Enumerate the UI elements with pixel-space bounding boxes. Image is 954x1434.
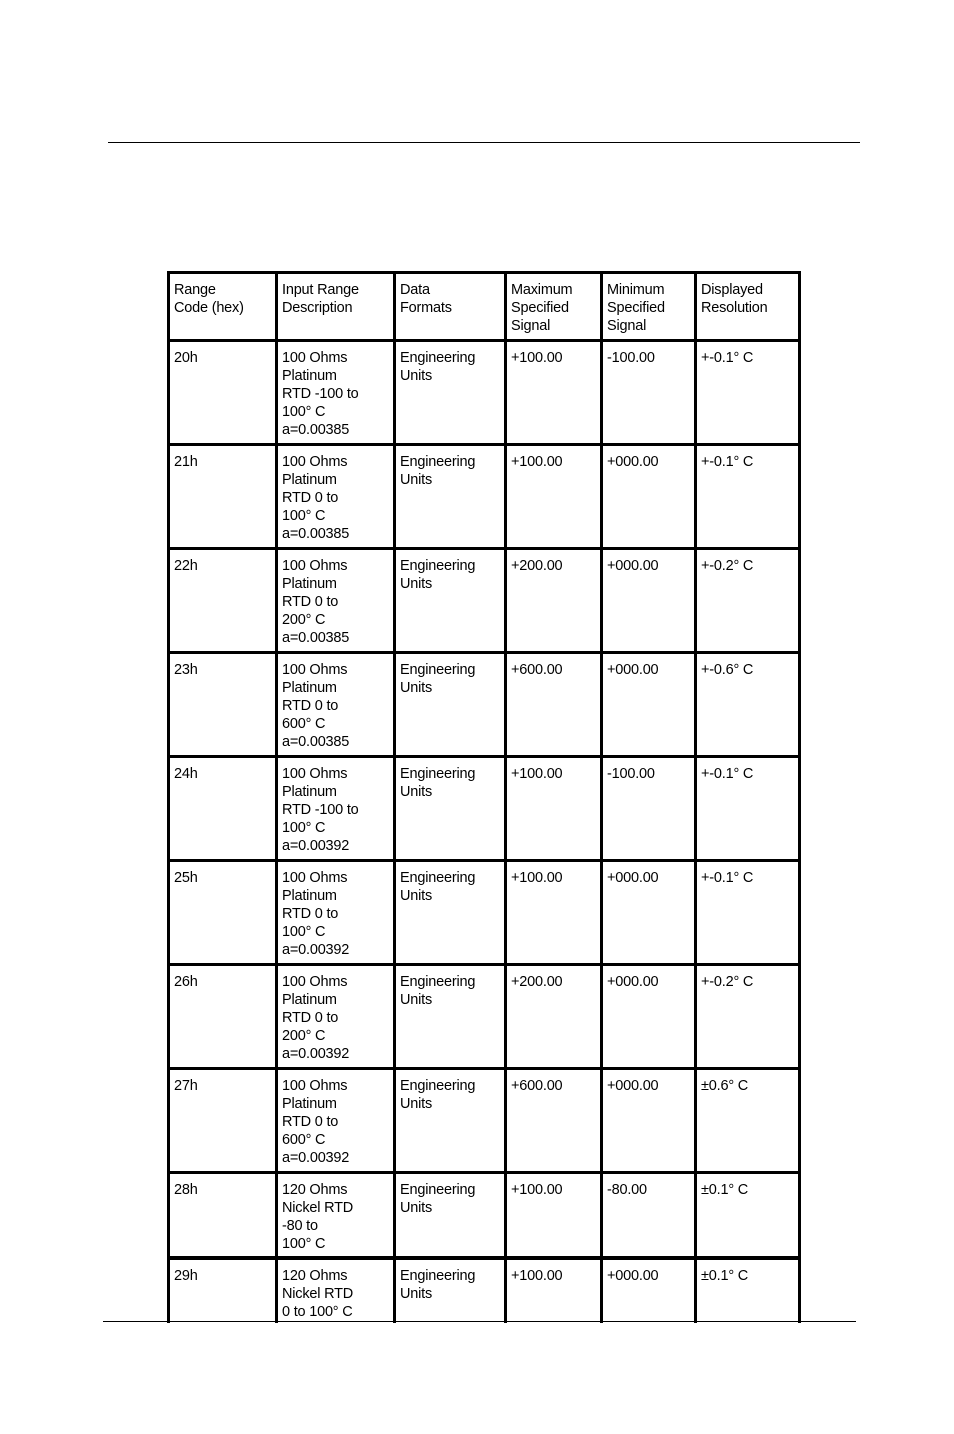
- header-rule: [108, 142, 860, 143]
- cell-input-range-description: 120 Ohms Nickel RTD 0 to 100° C: [277, 1258, 395, 1323]
- cell-maximum-signal: +100.00: [506, 757, 602, 861]
- cell-displayed-resolution: +-0.1° C: [696, 757, 800, 861]
- cell-maximum-signal: +600.00: [506, 653, 602, 757]
- cell-input-range-description: 100 Ohms Platinum RTD 0 to 600° C a=0.00392: [277, 1069, 395, 1173]
- table-row: [169, 1258, 800, 1323]
- cell-minimum-signal: +000.00: [602, 861, 696, 965]
- cell-minimum-signal: +000.00: [602, 1069, 696, 1173]
- cell-data-formats: Engineering Units: [395, 445, 506, 549]
- cell-maximum-signal: +100.00: [506, 861, 602, 965]
- cell-input-range-description: 120 Ohms Nickel RTD -80 to 100° C: [277, 1173, 395, 1259]
- table-row: [169, 549, 800, 653]
- cell-data-formats: Engineering Units: [395, 653, 506, 757]
- cell-data-formats: Engineering Units: [395, 1069, 506, 1173]
- cell-displayed-resolution: ±0.1° C: [696, 1258, 800, 1323]
- header-range-code: Range Code (hex): [169, 273, 277, 341]
- header-displayed-resolution: Displayed Resolution: [696, 273, 800, 341]
- cell-input-range-description: 100 Ohms Platinum RTD 0 to 100° C a=0.00392: [277, 861, 395, 965]
- cell-displayed-resolution: +-0.2° C: [696, 549, 800, 653]
- cell-input-range-description: 100 Ohms Platinum RTD 0 to 200° C a=0.00392: [277, 965, 395, 1069]
- cell-maximum-signal: +200.00: [506, 965, 602, 1069]
- footer-rule: [103, 1321, 856, 1322]
- cell-range-code: 29h: [169, 1258, 277, 1323]
- cell-input-range-description: 100 Ohms Platinum RTD -100 to 100° C a=0.00385: [277, 341, 395, 445]
- table-row: [169, 757, 800, 861]
- cell-range-code: 24h: [169, 757, 277, 861]
- cell-minimum-signal: -100.00: [602, 341, 696, 445]
- header-input-range-description: Input Range Description: [277, 273, 395, 341]
- cell-range-code: 25h: [169, 861, 277, 965]
- cell-maximum-signal: +100.00: [506, 1258, 602, 1323]
- cell-minimum-signal: -100.00: [602, 757, 696, 861]
- cell-input-range-description: 100 Ohms Platinum RTD -100 to 100° C a=0.00392: [277, 757, 395, 861]
- cell-displayed-resolution: +-0.2° C: [696, 965, 800, 1069]
- cell-input-range-description: 100 Ohms Platinum RTD 0 to 200° C a=0.00385: [277, 549, 395, 653]
- cell-displayed-resolution: ±0.1° C: [696, 1173, 800, 1259]
- cell-minimum-signal: +000.00: [602, 965, 696, 1069]
- cell-range-code: 21h: [169, 445, 277, 549]
- cell-displayed-resolution: +-0.1° C: [696, 861, 800, 965]
- cell-range-code: 23h: [169, 653, 277, 757]
- cell-input-range-description: 100 Ohms Platinum RTD 0 to 100° C a=0.00385: [277, 445, 395, 549]
- table-row: [169, 1173, 800, 1259]
- cell-minimum-signal: +000.00: [602, 653, 696, 757]
- range-code-table: [167, 271, 801, 1323]
- table-row: [169, 445, 800, 549]
- range-code-table-container: [167, 271, 798, 1323]
- cell-maximum-signal: +100.00: [506, 445, 602, 549]
- cell-data-formats: Engineering Units: [395, 965, 506, 1069]
- cell-minimum-signal: +000.00: [602, 1258, 696, 1323]
- header-data-formats: Data Formats: [395, 273, 506, 341]
- cell-range-code: 20h: [169, 341, 277, 445]
- table-row: [169, 1069, 800, 1173]
- cell-displayed-resolution: ±0.6° C: [696, 1069, 800, 1173]
- cell-maximum-signal: +100.00: [506, 341, 602, 445]
- cell-data-formats: Engineering Units: [395, 1173, 506, 1259]
- cell-minimum-signal: +000.00: [602, 445, 696, 549]
- cell-data-formats: Engineering Units: [395, 549, 506, 653]
- cell-displayed-resolution: +-0.1° C: [696, 445, 800, 549]
- table-row: [169, 965, 800, 1069]
- header-maximum-specified-signal: Maximum Specified Signal: [506, 273, 602, 341]
- cell-minimum-signal: -80.00: [602, 1173, 696, 1259]
- cell-data-formats: Engineering Units: [395, 341, 506, 445]
- table-header-row: [169, 273, 800, 341]
- cell-maximum-signal: +600.00: [506, 1069, 602, 1173]
- cell-maximum-signal: +100.00: [506, 1173, 602, 1259]
- cell-displayed-resolution: +-0.6° C: [696, 653, 800, 757]
- table-row: [169, 653, 800, 757]
- cell-range-code: 26h: [169, 965, 277, 1069]
- cell-maximum-signal: +200.00: [506, 549, 602, 653]
- cell-range-code: 27h: [169, 1069, 277, 1173]
- cell-range-code: 22h: [169, 549, 277, 653]
- cell-displayed-resolution: +-0.1° C: [696, 341, 800, 445]
- cell-data-formats: Engineering Units: [395, 757, 506, 861]
- table-row: [169, 861, 800, 965]
- table-row: [169, 341, 800, 445]
- cell-minimum-signal: +000.00: [602, 549, 696, 653]
- cell-input-range-description: 100 Ohms Platinum RTD 0 to 600° C a=0.00385: [277, 653, 395, 757]
- cell-range-code: 28h: [169, 1173, 277, 1259]
- cell-data-formats: Engineering Units: [395, 1258, 506, 1323]
- header-minimum-specified-signal: Minimum Specified Signal: [602, 273, 696, 341]
- cell-data-formats: Engineering Units: [395, 861, 506, 965]
